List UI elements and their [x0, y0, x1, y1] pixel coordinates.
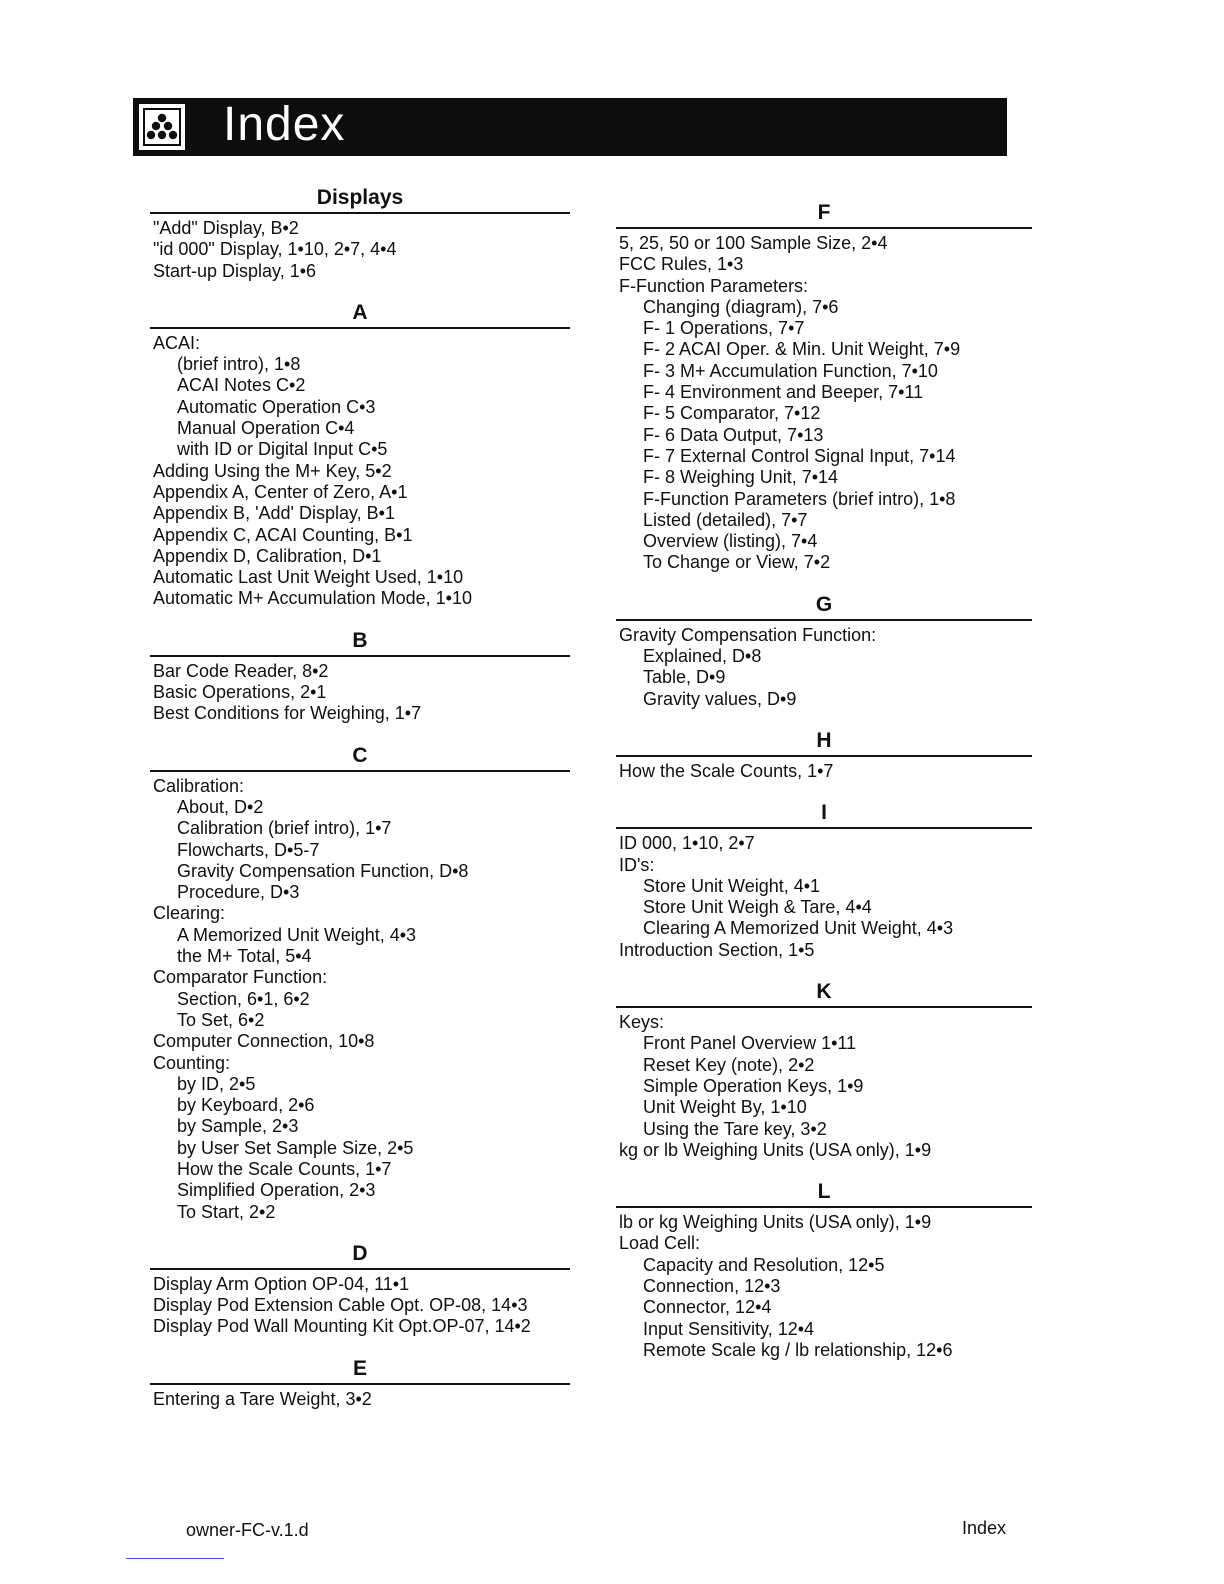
index-section: [150, 300, 570, 610]
index-subentry: Flowcharts, D•5-7: [177, 839, 320, 860]
section-heading: C: [150, 743, 570, 772]
section-heading: A: [150, 300, 570, 329]
index-entry: Basic Operations, 2•1: [153, 682, 327, 703]
section-heading: L: [616, 1179, 1032, 1208]
index-section: [150, 1241, 570, 1338]
index-entry-list: [616, 625, 1036, 710]
index-section: [150, 1356, 570, 1410]
index-entry: F-Function Parameters:: [619, 275, 809, 296]
section-heading: G: [616, 592, 1032, 621]
index-entry: "Add" Display, B•2: [153, 218, 299, 238]
page-title: Index: [223, 98, 346, 151]
index-subentry: About, D•2: [177, 796, 264, 817]
section-heading: Displays: [150, 185, 570, 214]
index-subentry: How the Scale Counts, 1•7: [177, 1158, 392, 1179]
index-section: [616, 592, 1036, 710]
index-subentry: Store Unit Weigh & Tare, 4•4: [643, 897, 872, 918]
index-subentry: Reset Key (note), 2•2: [643, 1054, 815, 1075]
index-entry: Automatic M+ Accumulation Mode, 1•10: [153, 588, 472, 609]
section-gap: [150, 282, 570, 300]
index-subentry: Changing (diagram), 7•6: [643, 296, 839, 317]
index-subentry: Manual Operation C•4: [177, 418, 355, 439]
bottom-rule: [126, 1558, 224, 1559]
section-heading: D: [150, 1241, 570, 1270]
index-entry: Adding Using the M+ Key, 5•2: [153, 460, 392, 481]
section-gap: [150, 725, 570, 743]
index-section: [150, 743, 570, 1223]
index-subentry: Explained, D•8: [643, 646, 762, 667]
index-entry: Load Cell:: [619, 1233, 701, 1254]
index-entry: Automatic Last Unit Weight Used, 1•10: [153, 567, 464, 588]
logo-dots-icon: [136, 101, 188, 153]
index-section: [616, 800, 1036, 961]
index-entry-list: [150, 776, 570, 1223]
index-entry: Appendix B, 'Add' Display, B•1: [153, 503, 395, 524]
index-subentry: Table, D•9: [643, 667, 726, 688]
index-subentry: Clearing A Memorized Unit Weight, 4•3: [643, 918, 954, 939]
index-entry-list: [150, 661, 570, 725]
index-subentry: Connection, 12•3: [643, 1275, 781, 1296]
index-entry: ACAI:: [153, 332, 201, 353]
index-entry: Introduction Section, 1•5: [619, 939, 815, 960]
index-section: [616, 979, 1036, 1161]
index-subentry: Gravity Compensation Function, D•8: [177, 860, 469, 881]
index-subentry: Overview (listing), 7•4: [643, 531, 818, 552]
index-entry: Display Pod Wall Mounting Kit Opt.OP-07, 14•2: [153, 1316, 531, 1337]
index-entry: Gravity Compensation Function:: [619, 624, 877, 645]
index-entry: Counting:: [153, 1052, 231, 1073]
index-subentry: F- 8 Weighing Unit, 7•14: [643, 467, 839, 488]
index-entry: Start-up Display, 1•6: [153, 260, 317, 281]
section-heading: H: [616, 728, 1032, 757]
section-gap: [616, 710, 1036, 728]
index-entry: 5, 25, 50 or 100 Sample Size, 2•4: [619, 233, 888, 253]
section-gap: [150, 1223, 570, 1241]
footer-doc-id: owner-FC-v.1.d: [186, 1520, 309, 1540]
index-subentry: F- 3 M+ Accumulation Function, 7•10: [643, 360, 938, 381]
footer-section-name: Index: [962, 1518, 1007, 1538]
index-entry: Appendix C, ACAI Counting, B•1: [153, 524, 413, 545]
index-subentry: Procedure, D•3: [177, 882, 300, 903]
index-subentry: with ID or Digital Input C•5: [177, 439, 388, 460]
index-subentry: F- 4 Environment and Beeper, 7•11: [643, 382, 924, 403]
index-entry-list: [150, 333, 570, 610]
index-entry: ID's:: [619, 854, 655, 875]
index-subentry: Store Unit Weight, 4•1: [643, 875, 821, 896]
index-subentry: Automatic Operation C•3: [177, 396, 376, 417]
index-entry: Entering a Tare Weight, 3•2: [153, 1388, 372, 1409]
index-subentry: F- 6 Data Output, 7•13: [643, 424, 824, 445]
index-subentry: A Memorized Unit Weight, 4•3: [177, 924, 417, 945]
index-subentry: To Start, 2•2: [177, 1201, 276, 1222]
index-subentry: To Set, 6•2: [177, 1009, 265, 1030]
index-entry-list: [150, 1274, 570, 1338]
index-subentry: Gravity values, D•9: [643, 688, 797, 709]
index-subentry: ACAI Notes C•2: [177, 375, 306, 396]
section-gap: [150, 1338, 570, 1356]
index-entry: kg or lb Weighing Units (USA only), 1•9: [619, 1139, 932, 1160]
index-subentry: Connector, 12•4: [643, 1297, 772, 1318]
index-section: [616, 200, 1036, 574]
index-entry: "id 000" Display, 1•10, 2•7, 4•4: [153, 239, 397, 260]
index-subentry: by User Set Sample Size, 2•5: [177, 1137, 414, 1158]
index-subentry: F- 1 Operations, 7•7: [643, 318, 805, 339]
index-entry: lb or kg Weighing Units (USA only), 1•9: [619, 1212, 932, 1233]
index-subentry: (brief intro), 1•8: [177, 354, 301, 375]
section-heading: B: [150, 628, 570, 657]
index-entry-list: [150, 1389, 570, 1410]
section-heading: F: [616, 200, 1032, 229]
section-gap: [616, 782, 1036, 800]
index-subentry: F- 7 External Control Signal Input, 7•14: [643, 445, 956, 466]
index-subentry: Capacity and Resolution, 12•5: [643, 1254, 885, 1275]
section-gap: [616, 961, 1036, 979]
index-entry: Keys:: [619, 1012, 665, 1033]
section-gap: [616, 574, 1036, 592]
index-section: [150, 628, 570, 725]
section-heading: E: [150, 1356, 570, 1385]
index-subentry: Listed (detailed), 7•7: [643, 509, 808, 530]
index-subentry: Simple Operation Keys, 1•9: [643, 1075, 864, 1096]
index-entry: How the Scale Counts, 1•7: [619, 760, 834, 781]
index-column-right: [616, 200, 1036, 1361]
section-heading: I: [616, 800, 1032, 829]
index-entry-list: [616, 761, 1036, 782]
index-banner: [133, 98, 1007, 156]
index-entry: Best Conditions for Weighing, 1•7: [153, 703, 422, 724]
index-entry: Calibration:: [153, 775, 245, 796]
index-subentry: by Sample, 2•3: [177, 1116, 299, 1137]
index-subentry: Simplified Operation, 2•3: [177, 1180, 376, 1201]
index-subentry: Unit Weight By, 1•10: [643, 1097, 807, 1118]
index-subentry: F- 5 Comparator, 7•12: [643, 403, 821, 424]
section-gap: [616, 1161, 1036, 1179]
index-entry-list: [616, 1212, 1036, 1361]
section-heading: K: [616, 979, 1032, 1008]
index-entry: Computer Connection, 10•8: [153, 1031, 375, 1052]
index-entry: Comparator Function:: [153, 967, 328, 988]
index-entry: Appendix A, Center of Zero, A•1: [153, 481, 408, 502]
index-column-left: [150, 185, 570, 1410]
index-subentry: Remote Scale kg / lb relationship, 12•6: [643, 1339, 953, 1360]
index-subentry: by ID, 2•5: [177, 1073, 256, 1094]
section-gap: [150, 610, 570, 628]
index-entry: Bar Code Reader, 8•2: [153, 660, 329, 681]
index-entry-list: [616, 233, 1036, 574]
index-entry: FCC Rules, 1•3: [619, 254, 744, 275]
index-entry: Clearing:: [153, 903, 226, 924]
index-entry: Display Arm Option OP-04, 11•1: [153, 1273, 410, 1294]
index-entry-list: [616, 1012, 1036, 1161]
index-subentry: the M+ Total, 5•4: [177, 946, 312, 967]
index-section: [616, 728, 1036, 782]
index-subentry: F- 2 ACAI Oper. & Min. Unit Weight, 7•9: [643, 339, 961, 360]
index-entry-list: [616, 833, 1036, 961]
index-section: [150, 185, 570, 282]
index-subentry: To Change or View, 7•2: [643, 552, 831, 573]
index-section: [616, 1179, 1036, 1361]
index-subentry: Using the Tare key, 3•2: [643, 1118, 827, 1139]
index-subentry: by Keyboard, 2•6: [177, 1095, 315, 1116]
index-subentry: Calibration (brief intro), 1•7: [177, 818, 392, 839]
index-entry-list: [150, 218, 570, 282]
index-subentry: Input Sensitivity, 12•4: [643, 1318, 815, 1339]
index-entry: ID 000, 1•10, 2•7: [619, 833, 755, 854]
index-entry: Display Pod Extension Cable Opt. OP-08, 14•3: [153, 1295, 528, 1316]
index-subentry: Front Panel Overview 1•11: [643, 1033, 857, 1054]
index-subentry: F-Function Parameters (brief intro), 1•8: [643, 488, 956, 509]
index-entry: Appendix D, Calibration, D•1: [153, 545, 382, 566]
index-subentry: Section, 6•1, 6•2: [177, 988, 310, 1009]
